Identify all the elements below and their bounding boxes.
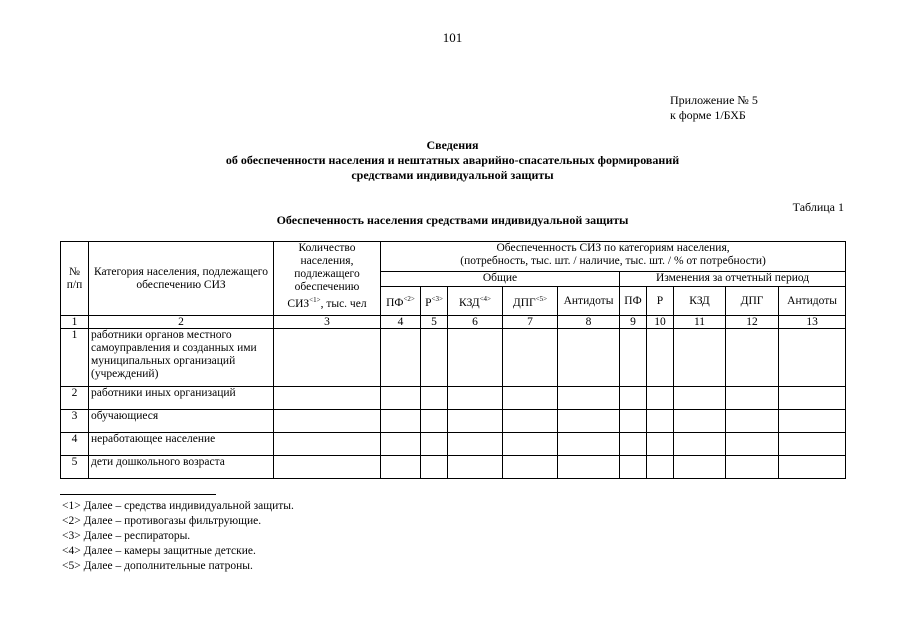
header-dpg: $ДПГ^{<5>}$ <box>503 287 558 316</box>
row-number: 2 <box>61 387 89 410</box>
header-kzd: $КЗД^{<4>}$ <box>448 287 503 316</box>
header-antidotes-change: Антидоты <box>779 287 846 316</box>
data-cell[interactable] <box>274 410 381 433</box>
data-cell[interactable] <box>503 433 558 456</box>
footnote-ref: <5> <box>535 294 548 303</box>
data-cell[interactable] <box>503 387 558 410</box>
column-number: 4 <box>381 316 421 329</box>
table-row <box>61 433 846 456</box>
data-cell[interactable] <box>274 387 381 410</box>
header-provision-line: (потребность, тыс. шт. / наличие, тыс. шт. / % от потребности) <box>460 255 766 267</box>
data-cell[interactable] <box>620 410 647 433</box>
appendix-line: к форме 1/БХБ <box>670 108 746 122</box>
footnote: <2> Далее – противогазы фильтрующие. <box>62 515 262 527</box>
footnote-ref: <3> <box>431 294 443 303</box>
column-number-row <box>61 316 846 329</box>
header-num: № п/п <box>61 242 89 316</box>
data-cell[interactable] <box>421 456 448 479</box>
appendix-line: Приложение № 5 <box>670 93 758 107</box>
table-row <box>61 387 846 410</box>
data-cell[interactable] <box>558 410 620 433</box>
header-antidotes: Антидоты <box>558 287 620 316</box>
data-cell[interactable] <box>558 387 620 410</box>
column-number: 2 <box>89 316 274 329</box>
header-quantity-unit: , тыс. чел <box>320 297 367 310</box>
column-number: 10 <box>647 316 674 329</box>
data-cell[interactable] <box>381 329 421 387</box>
table-row <box>61 410 846 433</box>
footnote: <4> Далее – камеры защитные детские. <box>62 545 256 557</box>
data-cell[interactable] <box>620 456 647 479</box>
data-cell[interactable] <box>448 456 503 479</box>
title-line: Сведения <box>426 138 479 152</box>
header-provision-line: Обеспеченность СИЗ по категориям населения, <box>496 242 730 254</box>
data-cell[interactable] <box>274 329 381 387</box>
data-cell[interactable] <box>674 329 726 387</box>
header-pf: $ПФ^{<2>}$ <box>381 287 421 316</box>
footnote-ref: <2> <box>403 294 415 303</box>
header-changes: Изменения за отчетный период <box>620 272 846 287</box>
header-r: $Р^{<3>}$ <box>421 287 448 316</box>
data-cell[interactable] <box>726 410 779 433</box>
column-number: 9 <box>620 316 647 329</box>
data-cell[interactable] <box>558 329 620 387</box>
data-cell[interactable] <box>674 387 726 410</box>
footnote-ref: <1> <box>309 296 321 304</box>
header-quantity <box>274 242 381 316</box>
footnote-ref: <4> <box>479 294 491 303</box>
appendix-reference <box>670 93 758 123</box>
header-quantity-text: Количество населения, подлежащего обеспечению СИЗ <box>287 242 360 310</box>
data-cell[interactable] <box>381 410 421 433</box>
row-category: неработающее население <box>89 433 274 456</box>
footnote-separator <box>60 494 216 495</box>
header-dpg-change: ДПГ <box>726 287 779 316</box>
row-category: работники органов местного самоуправления и созданных ими муниципальных организаций (учреждений) <box>89 329 274 387</box>
column-number: 8 <box>558 316 620 329</box>
data-cell[interactable] <box>558 456 620 479</box>
data-cell[interactable] <box>620 329 647 387</box>
row-category: обучающиеся <box>89 410 274 433</box>
data-cell[interactable] <box>674 433 726 456</box>
row-category: работники иных организаций <box>89 387 274 410</box>
page-number: 101 <box>442 30 463 45</box>
column-number: 5 <box>421 316 448 329</box>
row-category: дети дошкольного возраста <box>89 456 274 479</box>
column-number: 13 <box>779 316 846 329</box>
header-general: Общие <box>381 272 620 287</box>
table-row <box>61 456 846 479</box>
header-pf-change: ПФ <box>620 287 647 316</box>
header-r-change: Р <box>647 287 674 316</box>
row-number: 5 <box>61 456 89 479</box>
header-provision <box>381 242 846 272</box>
data-cell[interactable] <box>448 387 503 410</box>
data-cell[interactable] <box>448 433 503 456</box>
data-cell[interactable] <box>558 433 620 456</box>
data-cell[interactable] <box>381 456 421 479</box>
data-cell[interactable] <box>647 387 674 410</box>
header-category: Категория населения, подлежащего обеспечению СИЗ <box>89 242 274 316</box>
data-cell[interactable] <box>779 456 846 479</box>
data-cell[interactable] <box>647 456 674 479</box>
data-cell[interactable] <box>503 329 558 387</box>
column-number: 7 <box>503 316 558 329</box>
column-number: 3 <box>274 316 381 329</box>
data-cell[interactable] <box>779 410 846 433</box>
table-label: Таблица 1 <box>792 200 844 214</box>
data-cell[interactable] <box>503 456 558 479</box>
data-cell[interactable] <box>647 410 674 433</box>
column-number: 12 <box>726 316 779 329</box>
data-cell[interactable] <box>620 387 647 410</box>
data-cell[interactable] <box>448 410 503 433</box>
data-cell[interactable] <box>726 387 779 410</box>
row-number: 4 <box>61 433 89 456</box>
data-cell[interactable] <box>779 387 846 410</box>
footnote: <5> Далее – дополнительные патроны. <box>62 560 253 572</box>
table-title: Обеспеченность населения средствами индивидуальной защиты <box>276 213 629 227</box>
title-line: средствами индивидуальной защиты <box>351 168 554 182</box>
data-cell[interactable] <box>726 456 779 479</box>
provision-table <box>60 241 846 479</box>
header-kzd-change: КЗД <box>674 287 726 316</box>
data-cell[interactable] <box>421 387 448 410</box>
data-cell[interactable] <box>381 433 421 456</box>
data-cell[interactable] <box>779 433 846 456</box>
data-cell[interactable] <box>620 433 647 456</box>
data-cell[interactable] <box>381 387 421 410</box>
data-cell[interactable] <box>274 456 381 479</box>
data-cell[interactable] <box>674 456 726 479</box>
column-number: 1 <box>61 316 89 329</box>
data-cell[interactable] <box>674 410 726 433</box>
footnote: <3> Далее – респираторы. <box>62 530 191 542</box>
row-number: 1 <box>61 329 89 387</box>
column-number: 11 <box>674 316 726 329</box>
footnotes <box>62 499 294 574</box>
data-cell[interactable] <box>503 410 558 433</box>
table-row <box>61 329 846 387</box>
data-cell[interactable] <box>779 329 846 387</box>
data-cell[interactable] <box>448 329 503 387</box>
data-cell[interactable] <box>726 433 779 456</box>
data-cell[interactable] <box>421 329 448 387</box>
row-number: 3 <box>61 410 89 433</box>
data-cell[interactable] <box>274 433 381 456</box>
data-cell[interactable] <box>647 329 674 387</box>
data-cell[interactable] <box>421 433 448 456</box>
footnote: <1> Далее – средства индивидуальной защиты. <box>62 500 294 512</box>
title-line: об обеспеченности населения и нештатных аварийно-спасательных формирований <box>225 153 680 167</box>
document-title <box>0 138 905 183</box>
column-number: 6 <box>448 316 503 329</box>
data-cell[interactable] <box>647 433 674 456</box>
data-cell[interactable] <box>421 410 448 433</box>
data-cell[interactable] <box>726 329 779 387</box>
